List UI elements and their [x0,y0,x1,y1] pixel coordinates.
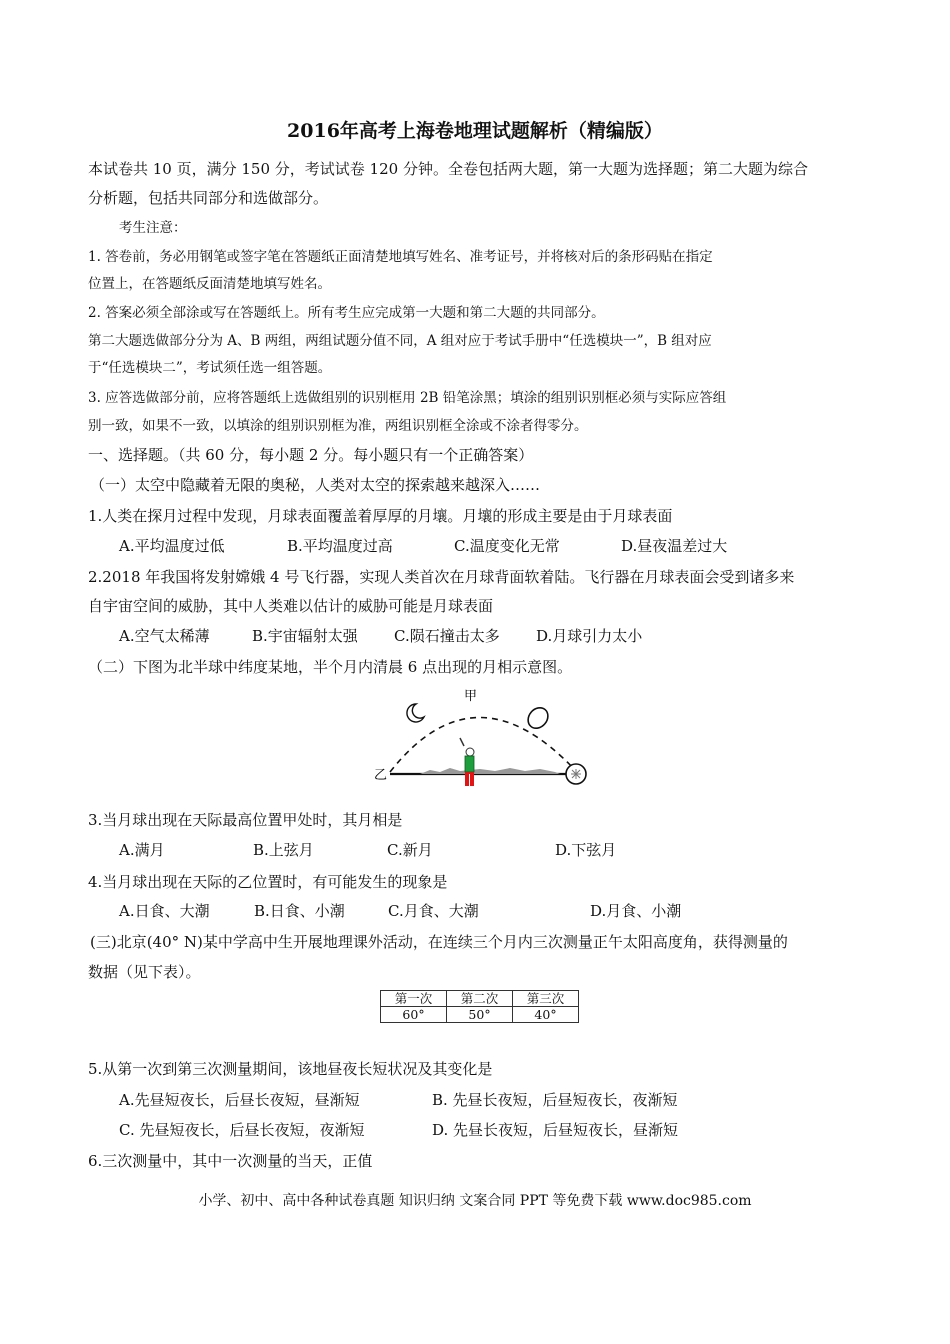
moon-surface-icon [571,769,581,779]
q4-option-d: D.月食、小潮 [590,902,682,920]
observer-figure-icon [460,738,474,786]
intro-line-1: 本试卷共 10 页，满分 150 分，考试试卷 120 分钟。全卷包括两大题，第一大题为选择题；第二大题为综合 [88,160,808,178]
q3-option-b: B.上弦月 [253,841,314,859]
q4-option-a: A.日食、大潮 [119,902,210,920]
q3-option-a: A.满月 [119,841,165,859]
gibbous-moon-icon [524,704,552,732]
notice-item-1-line-2: 位置上，在答题纸反面清楚地填写姓名。 [88,276,331,292]
notice-heading: 考生注意： [119,220,187,236]
question-4-stem: 4.当月球出现在天际的乙位置时，有可能发生的现象是 [88,873,448,891]
table-row [381,1007,579,1023]
document-title: 2016年高考上海卷地理试题解析（精编版） [287,120,663,142]
notice-item-3-line-1: 3. 应答选做部分前，应将答题纸上选做组别的识别框用 2B 铅笔涂黑；填涂的组别识别框必须与实际应答组 [88,390,727,406]
q5-option-a: A.先昼短夜长，后昼长夜短，昼渐短 [119,1091,360,1109]
crescent-moon-icon [407,704,424,722]
notice-item-1-line-1: 1. 答卷前，务必用钢笔或签字笔在答题纸正面清楚地填写姓名、准考证号，并将核对后的条形码贴在指定 [88,249,713,265]
table-header-cell: 第一次 [381,991,447,1007]
position-jia-label: 甲 [464,689,478,704]
q2-option-b: B.宇宙辐射太强 [252,627,358,645]
question-2-stem-line-1: 2.2018 年我国将发射嫦娥 4 号飞行器，实现人类首次在月球背面软着陆。飞行器在月球表面会受到诸多来 [88,568,795,586]
q4-option-b: B.日食、小潮 [254,902,345,920]
table-cell: 50° [447,1007,513,1023]
notice-item-2b-line-2: 于“任选模块二”，考试须任选一组答题。 [88,360,332,376]
moon-path-arc [390,717,575,772]
table-header-cell: 第二次 [447,991,513,1007]
group-3-intro-line-1: (三)北京(40° N)某中学高中生开展地理课外活动，在连续三个月内三次测量正午太阳高度角，获得测量的 [90,933,788,951]
notice-item-2: 2. 答案必须全部涂或写在答题纸上。所有考生应完成第一大题和第二大题的共同部分。 [88,305,605,321]
page-footer: 小学、初中、高中各种试卷真题 知识归纳 文案合同 PPT 等免费下载 www.doc985.com [198,1193,752,1209]
ground-terrain [420,768,560,774]
notice-item-2b-line-1: 第二大题选做部分分为 A、B 两组，两组试题分值不同，A 组对应于考试手册中“任选模块一”，B 组对应 [88,333,712,349]
question-2-stem-line-2: 自宇宙空间的威胁，其中人类难以估计的威胁可能是月球表面 [88,597,494,615]
q3-option-c: C.新月 [387,841,433,859]
q2-option-a: A.空气太稀薄 [119,627,210,645]
intro-line-2: 分析题，包括共同部分和选做部分。 [88,189,329,207]
q3-option-d: D.下弦月 [555,841,617,859]
q5-option-b: B. 先昼长夜短，后昼短夜长，夜渐短 [432,1091,678,1109]
measurement-table [380,990,579,1023]
q2-option-c: C.陨石撞击太多 [394,627,500,645]
group-3-intro-line-2: 数据（见下表）。 [88,963,201,981]
question-6-stem: 6.三次测量中，其中一次测量的当天，正值 [88,1152,373,1170]
q4-option-c: C.月食、大潮 [388,902,479,920]
table-header-cell: 第三次 [513,991,579,1007]
position-yi-label: 乙 [374,768,388,783]
table-header-row [381,991,579,1007]
q5-option-d: D. 先昼长夜短，后昼短夜长，昼渐短 [432,1121,679,1139]
question-3-stem: 3.当月球出现在天际最高位置甲处时，其月相是 [88,811,403,829]
section-heading: 一、选择题。（共 60 分，每小题 2 分。每小题只有一个正确答案） [88,446,534,464]
q1-option-b: B.平均温度过高 [287,537,393,555]
notice-item-3-line-2: 别一致，如果不一致，以填涂的组别识别框为准，两组识别框全涂或不涂者得零分。 [88,418,588,434]
q1-option-a: A.平均温度过低 [119,537,225,555]
q1-option-d: D.昼夜温差过大 [621,537,728,555]
table-cell: 60° [381,1007,447,1023]
moon-phase-diagram [374,684,600,800]
q5-option-c: C. 先昼短夜长，后昼长夜短，夜渐短 [119,1121,365,1139]
group-1-intro: （一）太空中隐藏着无限的奥秘，人类对太空的探索越来越深入…… [90,476,541,494]
question-5-stem: 5.从第一次到第三次测量期间，该地昼夜长短状况及其变化是 [88,1060,493,1078]
question-1-stem: 1.人类在探月过程中发现，月球表面覆盖着厚厚的月壤。月壤的形成主要是由于月球表面 [88,507,673,525]
q1-option-c: C.温度变化无常 [454,537,560,555]
q2-option-d: D.月球引力太小 [536,627,643,645]
table-cell: 40° [513,1007,579,1023]
group-2-intro: （二）下图为北半球中纬度某地，半个月内清晨 6 点出现的月相示意图。 [88,658,573,676]
